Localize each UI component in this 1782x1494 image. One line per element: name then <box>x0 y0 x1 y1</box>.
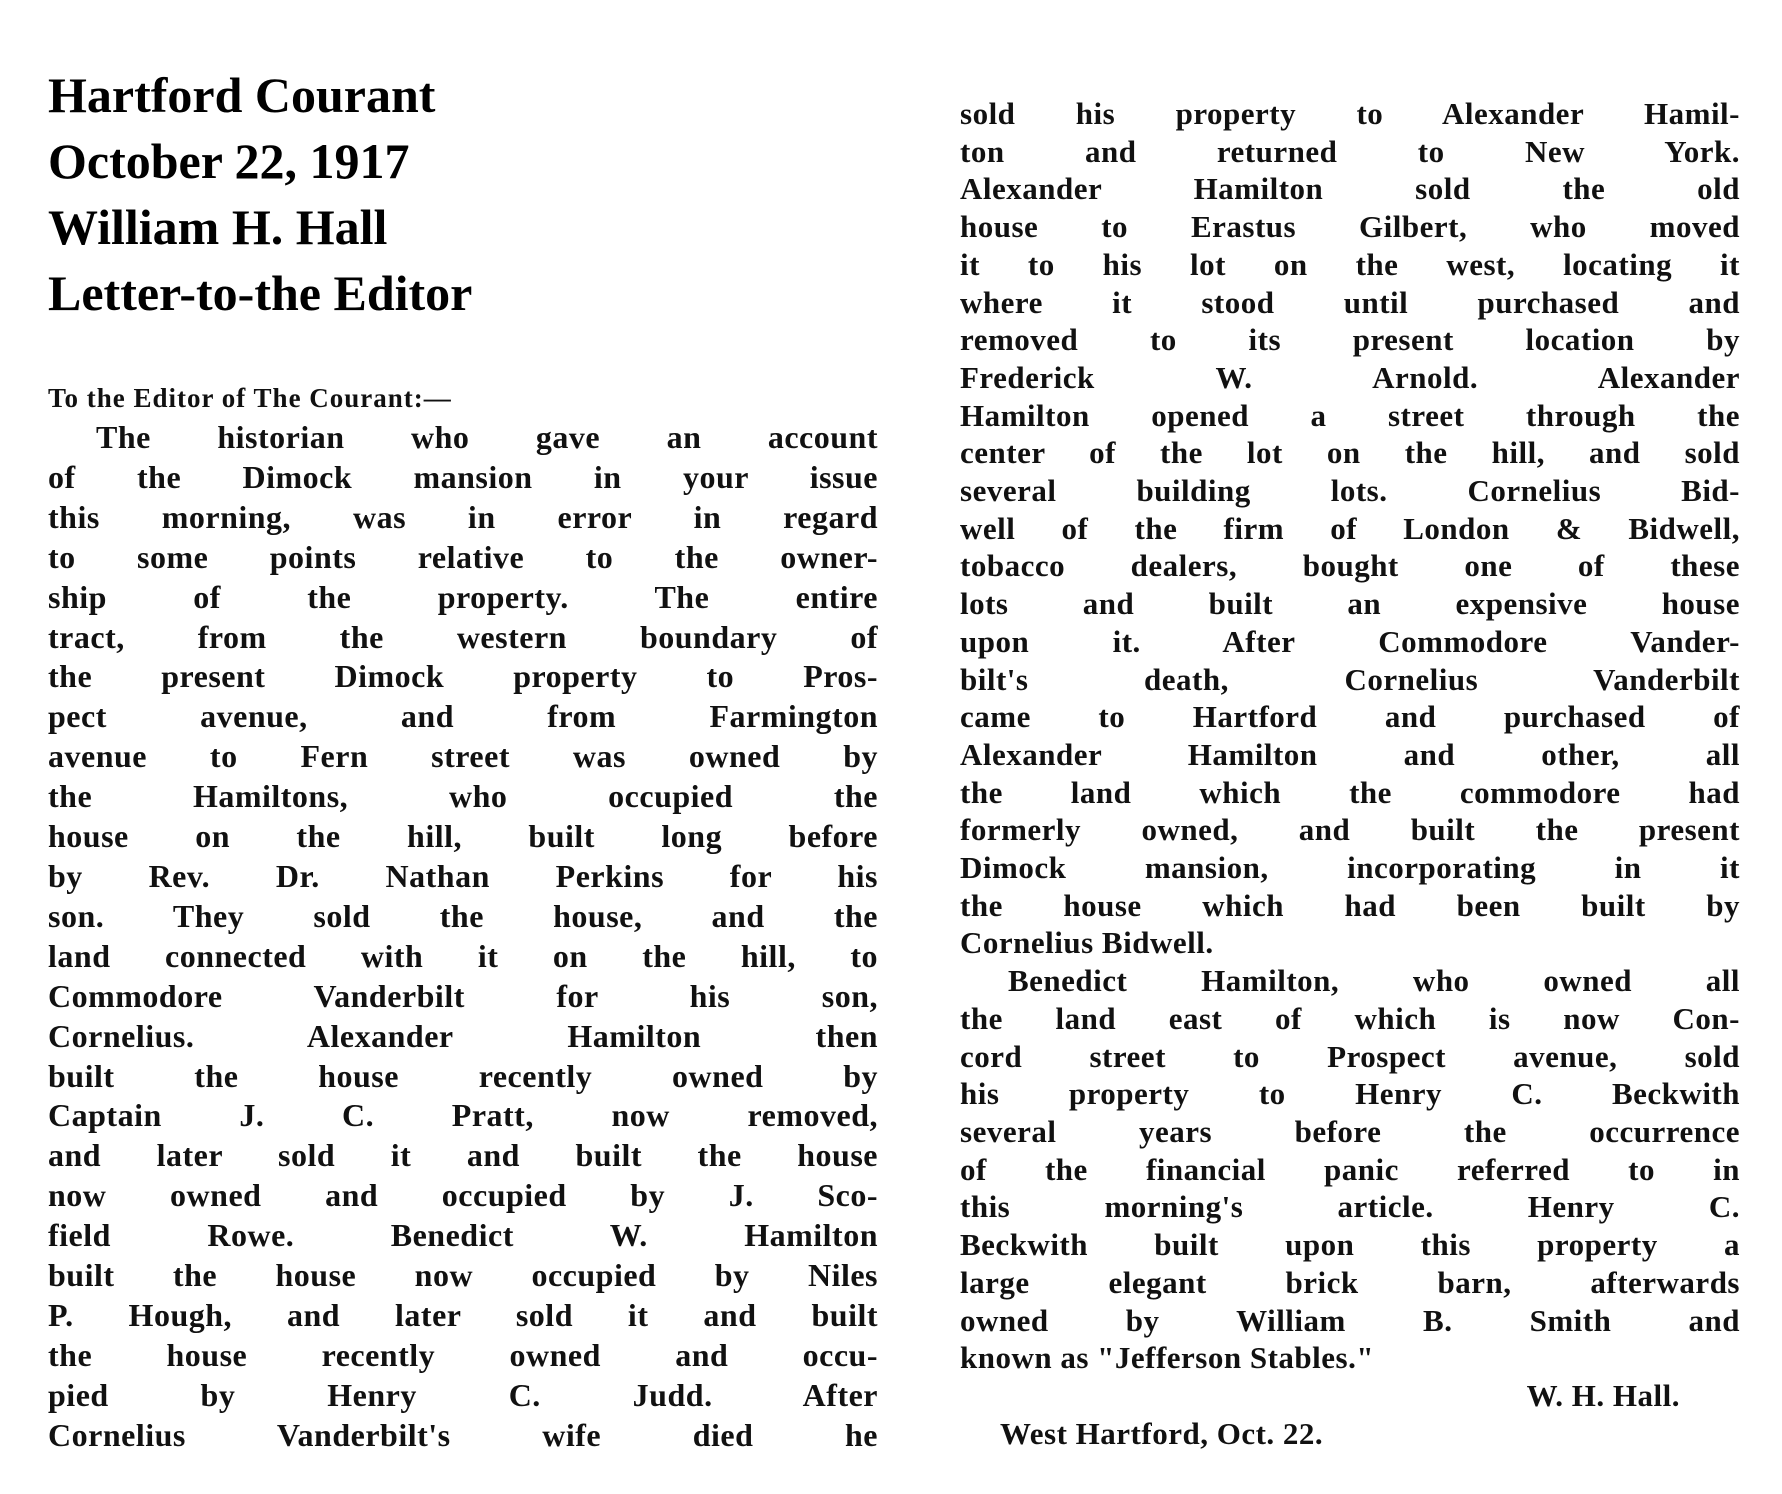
text-line: pect avenue, and from Farmington <box>48 698 878 735</box>
text-line: cord street to Prospect avenue, sold <box>960 1038 1740 1074</box>
text-line: known as "Jefferson Stables." <box>960 1340 1375 1376</box>
text-line: now owned and occupied by J. Sco- <box>48 1177 878 1214</box>
text-line: land connected with it on the hill, to <box>48 937 878 974</box>
caption-author: William H. Hall <box>48 199 388 255</box>
text-line: several building lots. Cornelius Bid- <box>960 473 1740 509</box>
text-line: by Rev. Dr. Nathan Perkins for his <box>48 857 878 894</box>
text-line: this morning, was in error in regard <box>48 498 878 535</box>
text-line: and later sold it and built the house <box>48 1137 878 1174</box>
letter-left-column <box>48 383 878 1456</box>
text-line: lots and built an expensive house <box>960 586 1740 622</box>
text-line: avenue to Fern street was owned by <box>48 738 878 775</box>
text-line: tract, from the western boundary of <box>48 618 878 655</box>
caption-date: October 22, 1917 <box>48 133 410 189</box>
text-line: the present Dimock property to Pros- <box>48 658 878 695</box>
text-line: large elegant brick barn, afterwards <box>960 1264 1740 1300</box>
text-line: the Hamiltons, who occupied the <box>48 778 878 815</box>
caption-type: Letter-to-the Editor <box>48 265 473 321</box>
text-line: Commodore Vanderbilt for his son, <box>48 977 878 1014</box>
text-line: center of the lot on the hill, and sold <box>960 435 1740 471</box>
text-line: owned by William B. Smith and <box>960 1302 1740 1338</box>
text-line: formerly owned, and built the present <box>960 812 1740 848</box>
text-line: Captain J. C. Pratt, now removed, <box>48 1097 878 1134</box>
text-line: house on the hill, built long before <box>48 818 878 855</box>
text-line: removed to its present location by <box>960 322 1740 358</box>
text-line: son. They sold the house, and the <box>48 897 878 934</box>
text-line: built the house recently owned by <box>48 1057 878 1094</box>
text-line: Hamilton opened a street through the <box>960 397 1740 433</box>
letter-right-column <box>960 95 1740 1452</box>
text-line: ton and returned to New York. <box>960 133 1740 169</box>
text-line: his property to Henry C. Beckwith <box>960 1076 1740 1112</box>
text-line: the house which had been built by <box>960 887 1740 923</box>
text-line: Alexander Hamilton and other, all <box>960 736 1740 772</box>
text-line: sold his property to Alexander Hamil- <box>960 96 1740 131</box>
text-line: Cornelius Vanderbilt's wife died he <box>48 1416 878 1453</box>
text-line: tobacco dealers, bought one of these <box>960 548 1740 584</box>
text-line: The historian who gave an account <box>96 419 878 455</box>
letter-dateline: West Hartford, Oct. 22. <box>1000 1415 1324 1451</box>
text-line: where it stood until purchased and <box>960 284 1740 320</box>
text-line: of the financial panic referred to in <box>960 1151 1740 1187</box>
text-line: came to Hartford and purchased of <box>960 699 1740 735</box>
text-line: P. Hough, and later sold it and built <box>48 1296 878 1333</box>
text-line: of the Dimock mansion in your issue <box>48 458 878 495</box>
text-line: upon it. After Commodore Vander- <box>960 623 1740 659</box>
text-line: Benedict Hamilton, who owned all <box>1008 963 1740 999</box>
text-line: field Rowe. Benedict W. Hamilton <box>48 1217 878 1254</box>
text-line: Alexander Hamilton sold the old <box>960 171 1740 207</box>
text-line: well of the firm of London & Bidwell, <box>960 510 1740 546</box>
caption-newspaper: Hartford Courant <box>48 67 436 123</box>
text-line: pied by Henry C. Judd. After <box>48 1376 878 1413</box>
letter-salutation: To the Editor of The Courant:— <box>48 383 452 413</box>
text-line: built the house now occupied by Niles <box>48 1257 878 1294</box>
text-line: several years before the occurrence <box>960 1113 1740 1149</box>
text-line: Cornelius Bidwell. <box>960 925 1214 961</box>
text-line: the land which the commodore had <box>960 774 1740 810</box>
letter-signature: W. H. Hall. <box>1526 1377 1680 1413</box>
text-line: it to his lot on the west, locating it <box>960 246 1740 282</box>
text-line: to some points relative to the owner- <box>48 538 878 575</box>
text-line: Beckwith built upon this property a <box>960 1227 1740 1263</box>
text-line: this morning's article. Henry C. <box>960 1189 1740 1225</box>
text-line: bilt's death, Cornelius Vanderbilt <box>960 661 1740 697</box>
text-line: Frederick W. Arnold. Alexander <box>960 359 1740 395</box>
text-line: ship of the property. The entire <box>48 578 878 615</box>
text-line: Cornelius. Alexander Hamilton then <box>48 1017 878 1054</box>
text-line: Dimock mansion, incorporating in it <box>960 850 1740 886</box>
text-line: the house recently owned and occu- <box>48 1336 878 1373</box>
clipping-caption <box>48 62 472 326</box>
text-line: house to Erastus Gilbert, who moved <box>960 209 1740 245</box>
text-line: the land east of which is now Con- <box>960 1000 1740 1036</box>
